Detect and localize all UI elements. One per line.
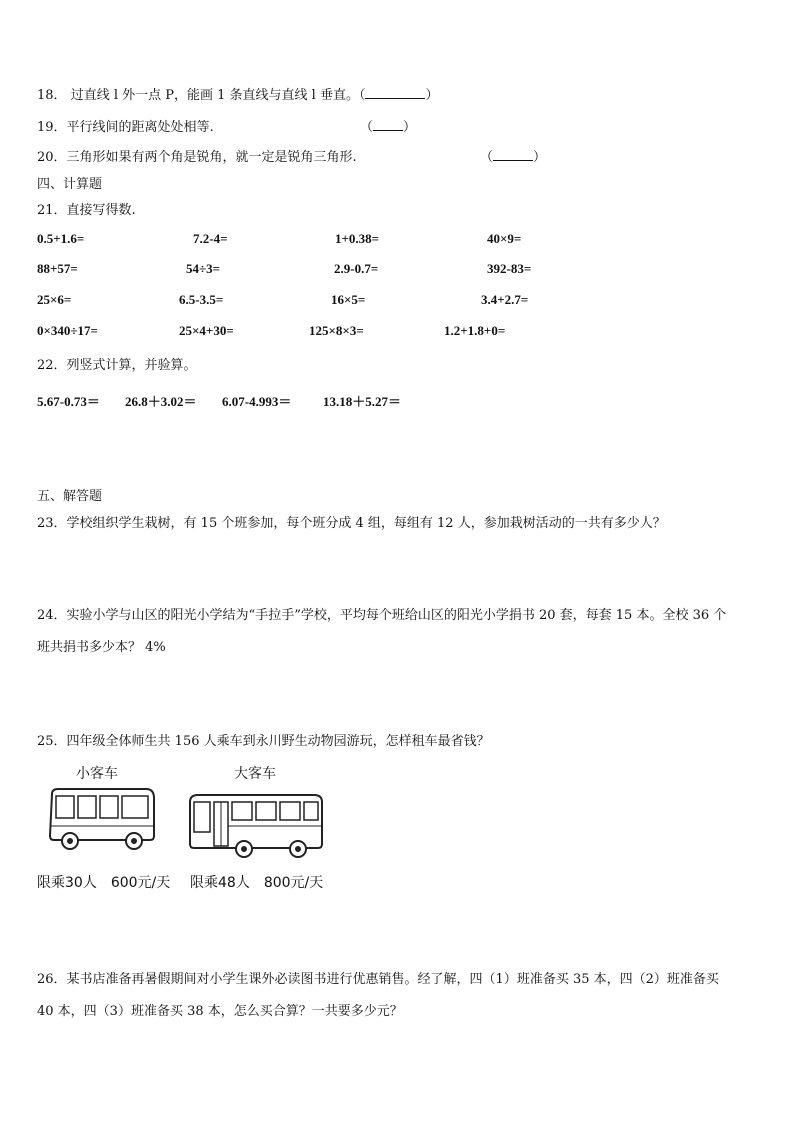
answer-blank-19[interactable] [373, 119, 403, 131]
calc-item: 88+57= [37, 261, 78, 276]
calc-item: 1+0.38= [335, 231, 380, 246]
question-18-text: 过直线 l 外一点 P，能画 1 条直线与直线 l 垂直。（ [70, 88, 366, 103]
answer-blank-20[interactable] [493, 149, 533, 161]
paren-close-19: ） [403, 120, 417, 135]
question-26-line2: 40 本，四（3）班准备买 38 本，怎么买合算？一共要多少元？ [37, 1004, 403, 1019]
calc-item: 40×9= [487, 231, 522, 246]
calc-item: 392-83= [487, 261, 532, 276]
vertical-calc-item: 5.67-0.73＝ [37, 394, 100, 409]
paren-open-20: （ [480, 150, 494, 165]
question-20-num: 20． [37, 150, 67, 165]
calc-item: 6.5-3.5= [179, 292, 224, 307]
answer-blank-18[interactable] [365, 87, 425, 99]
paren-open-19: （ [360, 120, 374, 135]
section-five-title: 五、解答题 [37, 489, 103, 504]
calc-item: 3.4+2.7= [481, 292, 529, 307]
small-bus-label: 小客车 [76, 766, 118, 782]
question-19 [37, 116, 214, 135]
vertical-calc-item: 26.8＋3.02＝ [125, 394, 197, 409]
question-19-num: 19． [37, 120, 67, 135]
question-20-text: 三角形如果有两个角是锐角，就一定是锐角三角形. [66, 150, 357, 165]
big-bus-label: 大客车 [234, 766, 276, 782]
question-26-line1: 26．某书店准备再暑假期间对小学生课外必读图书进行优惠销售。经了解，四（1）班准备买 35 本，四（2）班准备买 [37, 972, 719, 987]
big-bus-icon [186, 792, 326, 858]
answer-paren-19 [360, 116, 416, 135]
answer-paren-20 [480, 146, 546, 165]
small-bus-icon [46, 786, 158, 852]
calc-item: 0×340÷17= [37, 323, 98, 338]
vertical-calc-item: 6.07-4.993＝ [222, 394, 292, 409]
small-bus-info: 限乘30人 600元/天 [37, 875, 171, 891]
calc-item: 0.5+1.6= [37, 231, 85, 246]
question-25: 25．四年级全体师生共 156 人乘车到永川野生动物园游玩，怎样租车最省钱？ [37, 734, 490, 749]
question-20 [37, 146, 357, 165]
paren-close-18: ） [425, 88, 439, 103]
big-bus-info: 限乘48人 800元/天 [190, 875, 324, 891]
section-four-title: 四、计算题 [37, 177, 103, 192]
calc-item: 2.9-0.7= [334, 261, 379, 276]
calc-item: 16×5= [331, 292, 366, 307]
question-21-title: 21．直接写得数. [37, 203, 136, 218]
calc-item: 125×8×3= [309, 323, 364, 338]
calc-item: 1.2+1.8+0= [444, 323, 506, 338]
calc-item: 25×4+30= [179, 323, 234, 338]
vertical-calc-item: 13.18＋5.27＝ [323, 394, 402, 409]
question-22-title: 22．列竖式计算，并验算。 [37, 358, 197, 373]
question-23: 23．学校组织学生栽树，有 15 个班参加，每个班分成 4 组，每组有 12 人，参加栽树活动的一共有多少人？ [37, 516, 666, 531]
calc-item: 7.2-4= [193, 231, 228, 246]
question-19-text: 平行线间的距离处处相等. [66, 120, 214, 135]
paren-close-20: ） [533, 150, 547, 165]
question-18-num: 18． [37, 88, 67, 103]
calc-item: 25×6= [37, 292, 72, 307]
question-24-line1: 24．实验小学与山区的阳光小学结为“手拉手”学校，平均每个班给山区的阳光小学捐书 20 套，每套 15 本。全校 36 个 [37, 608, 727, 623]
calc-item: 54÷3= [186, 261, 221, 276]
question-18 [37, 84, 438, 103]
question-24-line2: 班共捐书多少本？ 4% [37, 640, 166, 655]
